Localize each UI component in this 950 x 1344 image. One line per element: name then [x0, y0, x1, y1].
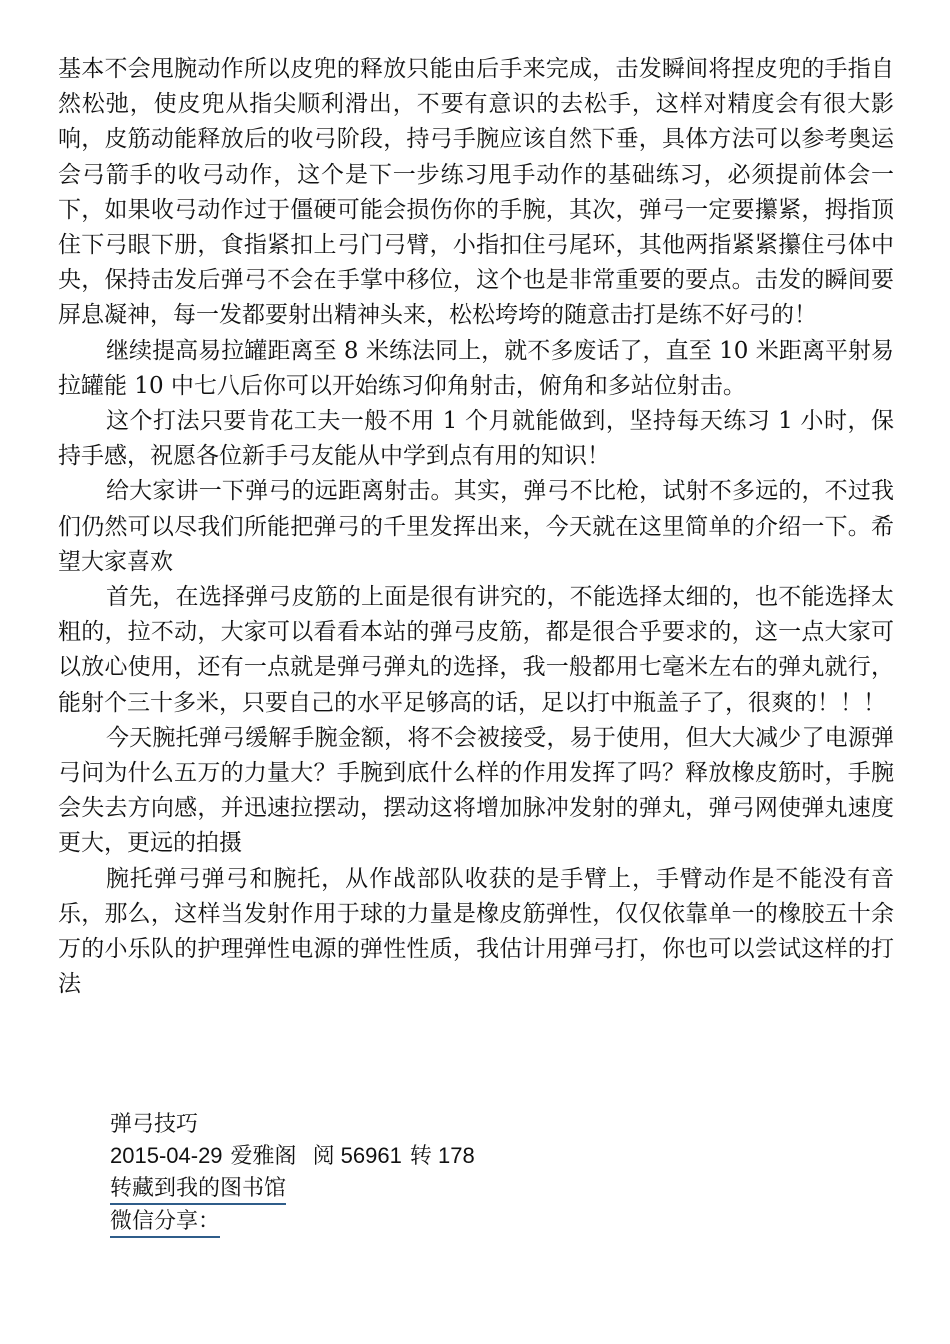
- article-meta-line: [110, 1140, 475, 1172]
- article-paragraph: 首先，在选择弹弓皮筋的上面是很有讲究的，不能选择太细的，也不能选择太粗的，拉不动，大家可以看看本站的弹弓皮筋，都是很合乎要求的，这一点大家可以放心使用，还有一点就是弹弓弹丸的选择，我一般都用七毫米左右的弹丸就行，能射个三十多米，只要自己的水平足够高的话，足以打中瓶盖子了，很爽的！！！: [58, 584, 894, 716]
- author-name[interactable]: 爱雅阁: [230, 1143, 297, 1168]
- article-paragraph: 给大家讲一下弹弓的远距离射击。其实，弹弓不比枪，试射不多远的，不过我们仍然可以尽我们所能把弹弓的千里发挥出来，今天就在这里简单的介绍一下。希望大家喜欢: [58, 478, 894, 575]
- article-paragraph: 腕托弹弓弹弓和腕托，从作战部队收获的是手臂上，手臂动作是不能没有音乐，那么，这样当发射作用于球的力量是橡皮筋弹性，仅仅依靠单一的橡胶五十余万的小乐队的护理弹性电源的弹性性质，我估计用弹弓打，你也可以尝试这样的打法: [58, 865, 894, 998]
- article-title: 弹弓技巧: [110, 1111, 199, 1136]
- article-paragraph: 今天腕托弹弓缓解手腕金额，将不会被接受，易于使用，但大大减少了电源弹弓问为什么五万的力量大？手腕到底什么样的作用发挥了吗？释放橡皮筋时，手腕会失去方向感，并迅速拉摆动，摆动这将增加脉冲发射的弹丸，弹弓网使弹丸速度更大，更远的拍摄: [58, 724, 894, 857]
- article-body: [58, 52, 894, 1002]
- save-to-library-link[interactable]: 转藏到我的图书馆: [110, 1173, 286, 1205]
- article-paragraph: 这个打法只要肯花工夫一般不用 1 个月就能做到，坚持每天练习 1 小时，保持手感，祝愿各位新手弓友能从中学到点有用的知识！: [58, 408, 894, 470]
- publish-date: 2015-04-29: [110, 1143, 223, 1168]
- read-count: 阅 56961: [312, 1143, 402, 1168]
- wechat-share-link[interactable]: 微信分享：: [110, 1206, 220, 1238]
- repost-count: 转 178: [409, 1143, 475, 1168]
- article-paragraph: 继续提高易拉罐距离至 8 米练法同上，就不多废话了，直至 10 米距离平射易拉罐能 10 中七八后你可以开始练习仰角射击，俯角和多站位射击。: [58, 337, 894, 399]
- article-footer: [110, 1108, 475, 1238]
- article-paragraph: 基本不会甩腕动作所以皮兜的释放只能由后手来完成，击发瞬间将捏皮兜的手指自然松弛，使皮兜从指尖顺利滑出，不要有意识的去松手，这样对精度会有很大影响，皮筋动能释放后的收弓阶段，持弓手腕应该自然下垂，具体方法可以参考奥运会弓箭手的收弓动作，这个是下一步练习甩手动作的基础练习，必须提前体会一下，如果收弓动作过于僵硬可能会损伤你的手腕，其次，弹弓一定要攥紧，拇指顶住下弓眼下册，食指紧扣上弓门弓臂，小指扣住弓尾环，其他两指紧紧攥住弓体中央，保持击发后弹弓不会在手掌中移位，这个也是非常重要的要点。击发的瞬间要屏息凝神，每一发都要射出精神头来，松松垮垮的随意击打是练不好弓的！: [58, 56, 894, 329]
